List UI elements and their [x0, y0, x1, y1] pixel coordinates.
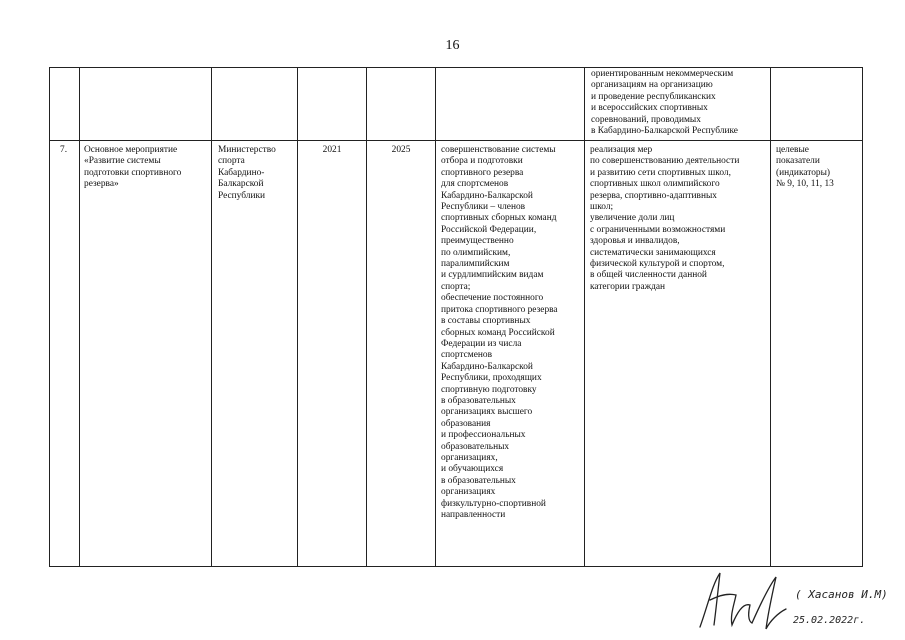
column-divider [297, 67, 298, 567]
signature-date: 25.02.2022г. [793, 615, 866, 626]
page-number: 16 [445, 38, 460, 53]
end-year-cell: 2025 [391, 145, 411, 155]
start-year-cell: 2021 [322, 145, 342, 155]
row-number-cell: 7. [60, 145, 68, 155]
column-divider [435, 67, 436, 567]
column-divider [79, 67, 80, 567]
expected-result-cell: совершенствование системы отбора и подготовки спортивного резерва для спортсменов Кабардино-Балкарской Республики – членов спортивных сборных команд Российской Федерации, преимущественно по олимпийским, паралимпийским и сурдлимпийским видам спорта; обеспечение постоянного притока спортивного резерва в составы спортивных сборных команд Российской Федерации из числа спортсменов Кабардино-Балкарской Республики, проходящих спортивную подготовку в образовательных организациях высшего образования и профессиональных образовательных организациях, и обучающихся в образовательных организациях физкультурно-спортивной направленности [441, 145, 558, 520]
activity-name-cell: Основное мероприятие «Развитие системы подготовки спортивного резерва» [84, 145, 182, 190]
main-directions-cell: реализация мер по совершенствованию деятельности и развитию сети спортивных школ, спортивных школ олимпийского резерва, спортивно-адаптивных школ; увеличение доли лиц с ограниченными возможностями здоровья и инвалидов, систематически занимающихся физической культурой и спортом, в общей численности данной категории граждан [590, 145, 740, 292]
column-divider [366, 67, 367, 567]
indicators-cell: целевые показатели (индикаторы) № 9, 10, 11, 13 [776, 145, 834, 190]
column-divider [770, 67, 771, 567]
column-divider [211, 67, 212, 567]
column-divider [584, 67, 585, 567]
prev-row-result-cell: ориентированным некоммерческим организациям на организацию и проведение республиканских и всероссийских спортивных соревнований, проводимых в Кабардино-Балкарской Республике [591, 69, 738, 137]
executor-cell: Министерство спорта Кабардино- Балкарской Республики [218, 145, 276, 201]
row-divider [49, 140, 863, 141]
signature-name: ( Хасанов И.М) [795, 588, 888, 601]
